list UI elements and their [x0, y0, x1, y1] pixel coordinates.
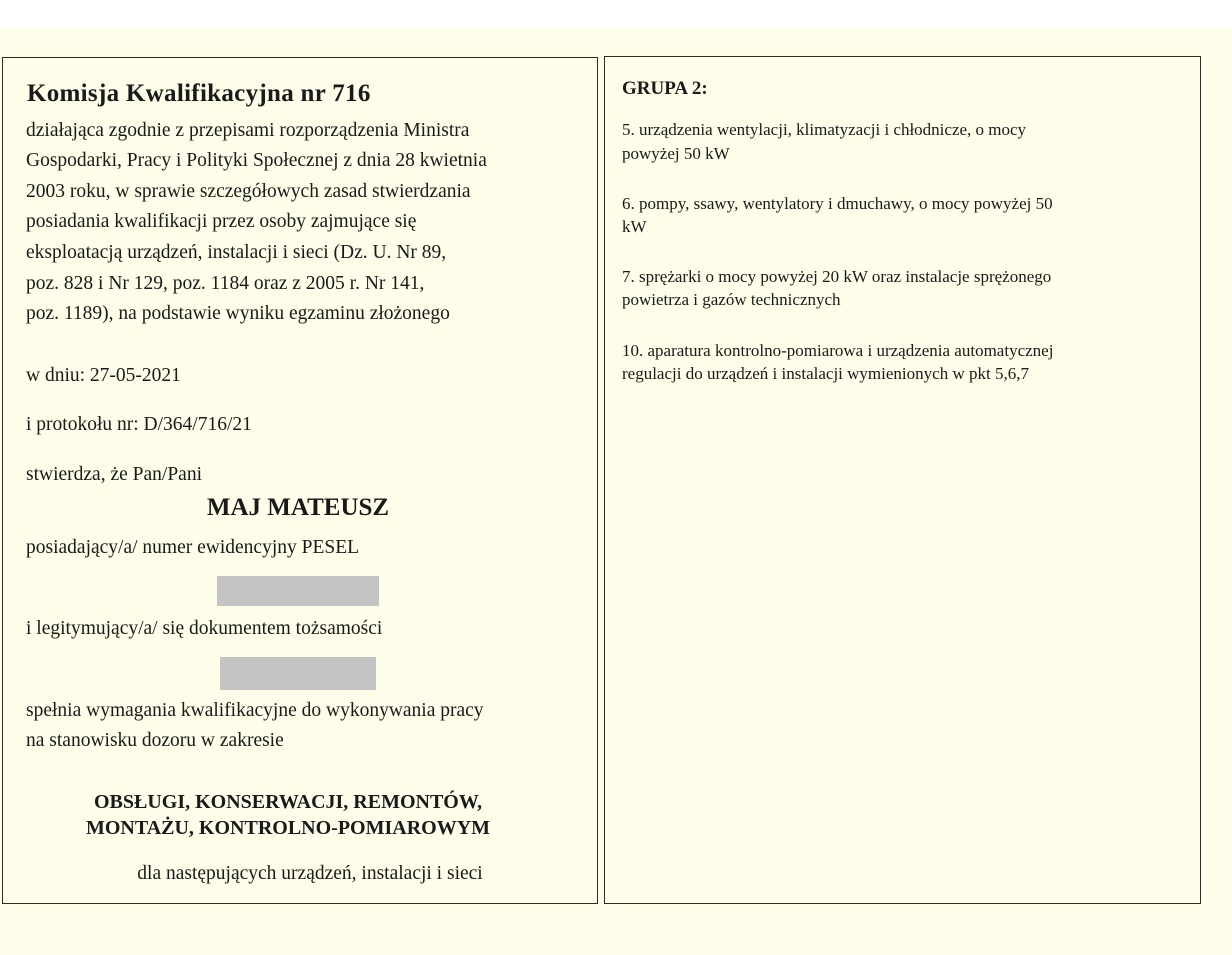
group-item-line: powietrza i gazów technicznych: [622, 290, 841, 309]
intro-line: eksploatacją urządzeń, instalacji i sieci (Dz. U. Nr 89,: [26, 242, 447, 263]
right-panel: [604, 56, 1201, 904]
group-item-line: 5. urządzenia wentylacji, klimatyzacji i chłodnicze, o mocy: [622, 120, 1027, 139]
group-item-line: 6. pompy, ssawy, wentylatory i dmuchawy, o mocy powyżej 50: [622, 194, 1053, 213]
group-item-line: 10. aparatura kontrolno-pomiarowa i urządzenia automatycznej: [622, 341, 1054, 360]
document-redaction: [220, 657, 376, 690]
intro-line: posiadania kwalifikacji przez osoby zajmujące się: [26, 211, 417, 232]
pesel-label: posiadający/a/ numer ewidencyjny PESEL: [26, 537, 360, 558]
statement-line: stwierdza, że Pan/Pani: [26, 464, 202, 485]
devices-footer: dla następujących urządzeń, instalacji i sieci: [137, 863, 483, 884]
document-label: i legitymujący/a/ się dokumentem tożsamości: [26, 618, 383, 639]
group-item-line: powyżej 50 kW: [622, 144, 730, 163]
group-item-line: regulacji do urządzeń i instalacji wymienionych w pkt 5,6,7: [622, 364, 1029, 383]
intro-line: Gospodarki, Pracy i Polityki Społecznej z dnia 28 kwietnia: [26, 150, 487, 171]
requirements-line: na stanowisku dozoru w zakresie: [26, 730, 284, 751]
group-item-line: kW: [622, 217, 647, 236]
intro-line: poz. 1189), na podstawie wyniku egzaminu złożonego: [26, 303, 450, 324]
scope-line: OBSŁUGI, KONSERWACJI, REMONTÓW,: [93, 791, 483, 813]
scope-line: MONTAŻU, KONTROLNO-POMIAROWYM: [85, 817, 491, 839]
holder-name: MAJ MATEUSZ: [206, 494, 390, 521]
commission-title: Komisja Kwalifikacyjna nr 716: [27, 80, 371, 107]
intro-line: 2003 roku, w sprawie szczegółowych zasad stwierdzania: [26, 181, 471, 202]
intro-line: działająca zgodnie z przepisami rozporządzenia Ministra: [26, 120, 470, 141]
exam-date: w dniu: 27-05-2021: [26, 365, 181, 386]
intro-line: poz. 828 i Nr 129, poz. 1184 oraz z 2005 r. Nr 141,: [26, 273, 425, 294]
requirements-line: spełnia wymagania kwalifikacyjne do wykonywania pracy: [26, 700, 484, 721]
group-title: GRUPA 2:: [622, 78, 708, 99]
pesel-redaction: [217, 576, 379, 606]
group-item-line: 7. sprężarki o mocy powyżej 20 kW oraz instalacje sprężonego: [622, 267, 1052, 286]
protocol-number: i protokołu nr: D/364/716/21: [26, 414, 252, 435]
